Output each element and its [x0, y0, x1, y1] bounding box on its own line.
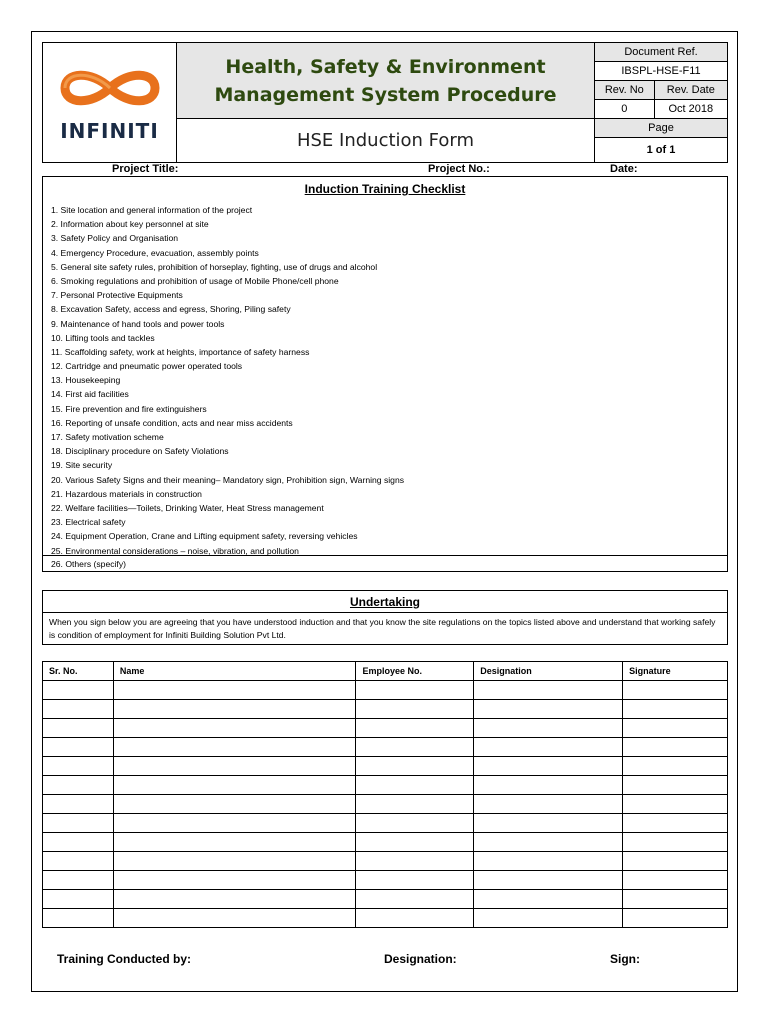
table-cell[interactable]: [113, 681, 356, 700]
table-cell[interactable]: [623, 738, 728, 757]
table-row: [43, 833, 728, 852]
attendee-table: [42, 661, 728, 928]
table-row: [43, 814, 728, 833]
checklist-item: 16. Reporting of unsafe condition, acts and near miss accidents: [51, 417, 293, 428]
form-title: HSE Induction Form: [177, 119, 595, 163]
table-cell[interactable]: [43, 700, 114, 719]
col-designation: Designation: [474, 662, 623, 681]
table-cell[interactable]: [623, 833, 728, 852]
checklist-item: 23. Electrical safety: [51, 517, 126, 528]
table-cell[interactable]: [113, 890, 356, 909]
date-label: Date:: [610, 163, 638, 175]
attendee-table-header: [43, 662, 728, 681]
table-row: [43, 776, 728, 795]
table-cell[interactable]: [356, 757, 474, 776]
table-cell[interactable]: [43, 871, 114, 890]
table-cell[interactable]: [113, 776, 356, 795]
table-cell[interactable]: [43, 852, 114, 871]
designation-label: Designation:: [384, 952, 457, 966]
table-cell[interactable]: [474, 852, 623, 871]
table-cell[interactable]: [474, 795, 623, 814]
table-cell[interactable]: [43, 909, 114, 928]
table-cell[interactable]: [474, 814, 623, 833]
table-row: [43, 795, 728, 814]
table-cell[interactable]: [43, 738, 114, 757]
table-cell[interactable]: [113, 852, 356, 871]
table-cell[interactable]: [113, 814, 356, 833]
table-cell[interactable]: [113, 871, 356, 890]
table-row: [43, 757, 728, 776]
checklist-item: 10. Lifting tools and tackles: [51, 332, 155, 343]
checklist-item: 9. Maintenance of hand tools and power tools: [51, 318, 225, 329]
table-cell[interactable]: [43, 814, 114, 833]
sign-label: Sign:: [610, 952, 640, 966]
training-conducted-by-label: Training Conducted by:: [57, 952, 191, 966]
table-cell[interactable]: [474, 833, 623, 852]
table-row: [43, 852, 728, 871]
table-cell[interactable]: [43, 719, 114, 738]
table-cell[interactable]: [623, 795, 728, 814]
checklist-item: 15. Fire prevention and fire extinguishers: [51, 403, 207, 414]
table-cell[interactable]: [474, 776, 623, 795]
table-cell[interactable]: [474, 700, 623, 719]
undertaking-text: When you sign below you are agreeing that you have understood induction and that you know the site regulations on the topics listed above and understand that working safely is condition of employment for Infiniti Building Solution Pvt Ltd.: [43, 612, 727, 645]
table-cell[interactable]: [356, 700, 474, 719]
project-title-label: Project Title:: [112, 163, 179, 175]
checklist-item-others: 26. Others (specify): [43, 555, 727, 571]
rev-date-value: Oct 2018: [654, 100, 727, 119]
table-cell[interactable]: [113, 738, 356, 757]
doc-ref-value: IBSPL-HSE-F11: [595, 62, 728, 81]
checklist-item: 6. Smoking regulations and prohibition of usage of Mobile Phone/cell phone: [51, 275, 339, 286]
checklist-item: 19. Site security: [51, 460, 113, 471]
table-cell[interactable]: [43, 795, 114, 814]
table-cell[interactable]: [623, 871, 728, 890]
table-cell[interactable]: [623, 814, 728, 833]
table-cell[interactable]: [474, 909, 623, 928]
checklist-items: [51, 203, 721, 558]
table-cell[interactable]: [43, 681, 114, 700]
procedure-title-line2: Management System Procedure: [214, 83, 557, 106]
checklist-item: 22. Welfare facilities—Toilets, Drinking Water, Heat Stress management: [51, 502, 324, 513]
table-row: [43, 738, 728, 757]
table-cell[interactable]: [113, 795, 356, 814]
table-row: [43, 719, 728, 738]
checklist-item: 25. Environmental considerations – noise, vibration, and pollution: [51, 545, 299, 556]
table-cell[interactable]: [623, 890, 728, 909]
table-cell[interactable]: [474, 719, 623, 738]
col-signature: Signature: [623, 662, 728, 681]
undertaking-title: Undertaking: [349, 595, 420, 609]
table-cell[interactable]: [623, 852, 728, 871]
table-cell[interactable]: [43, 776, 114, 795]
table-cell[interactable]: [356, 833, 474, 852]
checklist-item: 21. Hazardous materials in construction: [51, 488, 202, 499]
checklist-item: 20. Various Safety Signs and their meaning– Mandatory sign, Prohibition sign, Warning signs: [51, 474, 405, 485]
table-cell[interactable]: [623, 700, 728, 719]
table-row: [43, 890, 728, 909]
table-cell[interactable]: [356, 776, 474, 795]
checklist-item: 1. Site location and general information of the project: [51, 205, 253, 215]
induction-checklist: [42, 176, 728, 572]
checklist-title: Induction Training Checklist: [304, 182, 466, 196]
table-cell[interactable]: [113, 909, 356, 928]
table-cell[interactable]: [113, 700, 356, 719]
table-cell[interactable]: [43, 757, 114, 776]
table-cell[interactable]: [474, 757, 623, 776]
table-cell[interactable]: [474, 738, 623, 757]
checklist-item: 8. Excavation Safety, access and egress, Shoring, Piling safety: [51, 304, 291, 315]
table-row: [43, 700, 728, 719]
checklist-item: 7. Personal Protective Equipments: [51, 290, 183, 301]
table-row: [43, 681, 728, 700]
table-cell[interactable]: [356, 681, 474, 700]
undertaking-section: [42, 590, 728, 645]
table-cell[interactable]: [474, 890, 623, 909]
logo: [43, 43, 177, 163]
project-no-label: Project No.:: [428, 163, 490, 175]
col-name: Name: [113, 662, 356, 681]
table-cell[interactable]: [623, 681, 728, 700]
table-cell[interactable]: [113, 833, 356, 852]
table-cell[interactable]: [356, 871, 474, 890]
rev-no-value: 0: [595, 100, 655, 119]
checklist-item: 14. First aid facilities: [51, 389, 129, 400]
page-label: Page: [595, 119, 728, 138]
table-cell[interactable]: [43, 833, 114, 852]
table-cell[interactable]: [356, 909, 474, 928]
doc-ref-label: Document Ref.: [595, 43, 728, 62]
table-cell[interactable]: [356, 738, 474, 757]
checklist-item: 18. Disciplinary procedure on Safety Violations: [51, 446, 229, 457]
checklist-item: 5. General site safety rules, prohibition of horseplay, fighting, use of drugs and alcohol: [51, 261, 378, 272]
table-cell[interactable]: [356, 719, 474, 738]
table-cell[interactable]: [356, 852, 474, 871]
procedure-title-line1: Health, Safety & Environment: [225, 55, 546, 78]
checklist-item: 2. Information about key personnel at site: [51, 219, 209, 230]
table-cell[interactable]: [113, 719, 356, 738]
checklist-item: 11. Scaffolding safety, work at heights, importance of safety harness: [51, 346, 310, 357]
col-sr-no: Sr. No.: [43, 662, 114, 681]
table-cell[interactable]: [113, 757, 356, 776]
checklist-item: 13. Housekeeping: [51, 375, 121, 386]
checklist-item: 4. Emergency Procedure, evacuation, assembly points: [51, 247, 259, 258]
checklist-item: 17. Safety motivation scheme: [51, 432, 164, 442]
col-employee-no: Employee No.: [356, 662, 474, 681]
table-cell[interactable]: [623, 909, 728, 928]
infinity-logo-icon: [51, 62, 169, 114]
table-cell[interactable]: [356, 795, 474, 814]
table-cell[interactable]: [43, 890, 114, 909]
table-cell[interactable]: [474, 681, 623, 700]
table-row: [43, 909, 728, 928]
table-cell[interactable]: [356, 890, 474, 909]
checklist-item: 3. Safety Policy and Organisation: [51, 233, 179, 244]
procedure-title: [177, 43, 595, 119]
checklist-item: 24. Equipment Operation, Crane and Lifting equipment safety, reversing vehicles: [51, 531, 358, 542]
logo-text: INFINITI: [60, 119, 159, 143]
table-row: [43, 871, 728, 890]
page-value: 1 of 1: [595, 138, 728, 163]
table-cell[interactable]: [356, 814, 474, 833]
table-cell[interactable]: [623, 757, 728, 776]
rev-date-label: Rev. Date: [654, 81, 727, 100]
checklist-item: 12. Cartridge and pneumatic power operated tools: [51, 361, 243, 372]
table-cell[interactable]: [623, 776, 728, 795]
table-cell[interactable]: [623, 719, 728, 738]
document-header: [42, 42, 728, 163]
rev-no-label: Rev. No: [595, 81, 655, 100]
table-cell[interactable]: [474, 871, 623, 890]
